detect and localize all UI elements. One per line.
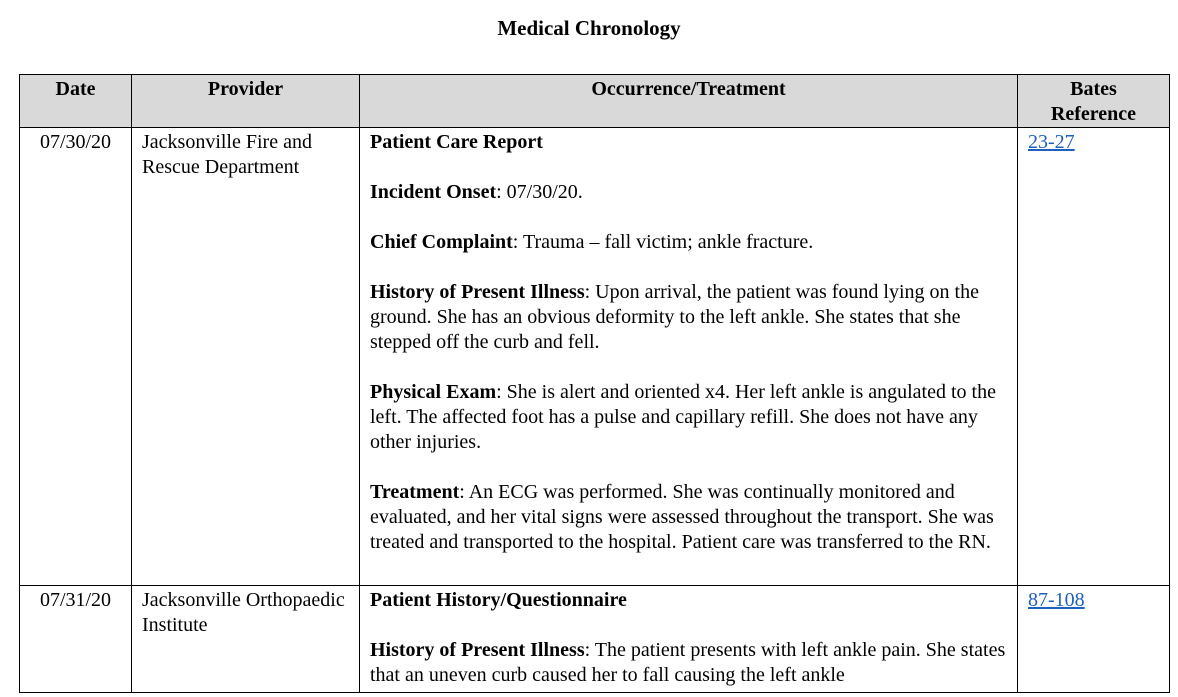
paragraph-label: Treatment	[370, 481, 460, 503]
paragraph-text: : An ECG was performed. She was continually monitored and evaluated, and her vital signs were assessed throughout the transport. She was treated and transported to the hospital. Patient care was transferred to the RN.	[370, 481, 994, 553]
bates-link[interactable]: 87-108	[1028, 589, 1085, 611]
paragraph-label: Chief Complaint	[370, 231, 513, 253]
bates-link[interactable]: 23-27	[1028, 131, 1075, 153]
entry-paragraph	[370, 380, 1007, 455]
paragraph-text: : Trauma – fall victim; ankle fracture.	[512, 231, 814, 253]
paragraph-text: : She is alert and oriented x4. Her left ankle is angulated to the left. The affected foot has a pulse and capillary refill. She does not have any other injuries.	[370, 381, 996, 453]
paragraph-label: History of Present Illness	[370, 281, 585, 303]
entry-heading: Patient Care Report	[370, 131, 543, 153]
row-occurrence	[360, 586, 1018, 693]
page-title: Medical Chronology	[497, 16, 681, 40]
row-occurrence	[360, 128, 1018, 586]
column-header-provider: Provider	[132, 75, 360, 128]
paragraph-text: : 07/30/20.	[496, 181, 583, 203]
column-header-bates-line1: Bates	[1070, 78, 1117, 100]
chronology-table	[19, 74, 1170, 693]
entry-paragraph	[370, 280, 1007, 355]
entry-paragraph	[370, 230, 1007, 255]
row-bates	[1018, 128, 1170, 586]
row-provider: Jacksonville Orthopaedic Institute	[132, 586, 360, 693]
entry-paragraph	[370, 180, 1007, 205]
column-header-bates-line2: Reference	[1050, 103, 1137, 125]
row-date: 07/30/20	[20, 128, 132, 586]
row-provider: Jacksonville Fire and Rescue Department	[132, 128, 360, 586]
entry-heading: Patient History/Questionnaire	[370, 589, 627, 611]
paragraph-text: : The patient presents with left ankle pain. She states that an uneven curb caused her to fall causing the left ankle	[370, 639, 1006, 686]
column-header-bates	[1018, 75, 1170, 128]
column-header-occurrence: Occurrence/Treatment	[360, 75, 1018, 128]
paragraph-label: Incident Onset	[370, 181, 497, 203]
paragraph-label: History of Present Illness	[370, 639, 585, 661]
entry-paragraph	[370, 638, 1007, 688]
table-header-row	[20, 75, 1170, 128]
entry-paragraph	[370, 480, 1007, 555]
paragraph-text: : Upon arrival, the patient was found lying on the ground. She has an obvious deformity to the left ankle. She states that she stepped off the curb and fell.	[370, 281, 979, 353]
row-bates	[1018, 586, 1170, 693]
table-row	[20, 586, 1170, 693]
table-row	[20, 128, 1170, 586]
paragraph-label: Physical Exam	[370, 381, 497, 403]
row-date: 07/31/20	[20, 586, 132, 693]
column-header-date: Date	[20, 75, 132, 128]
